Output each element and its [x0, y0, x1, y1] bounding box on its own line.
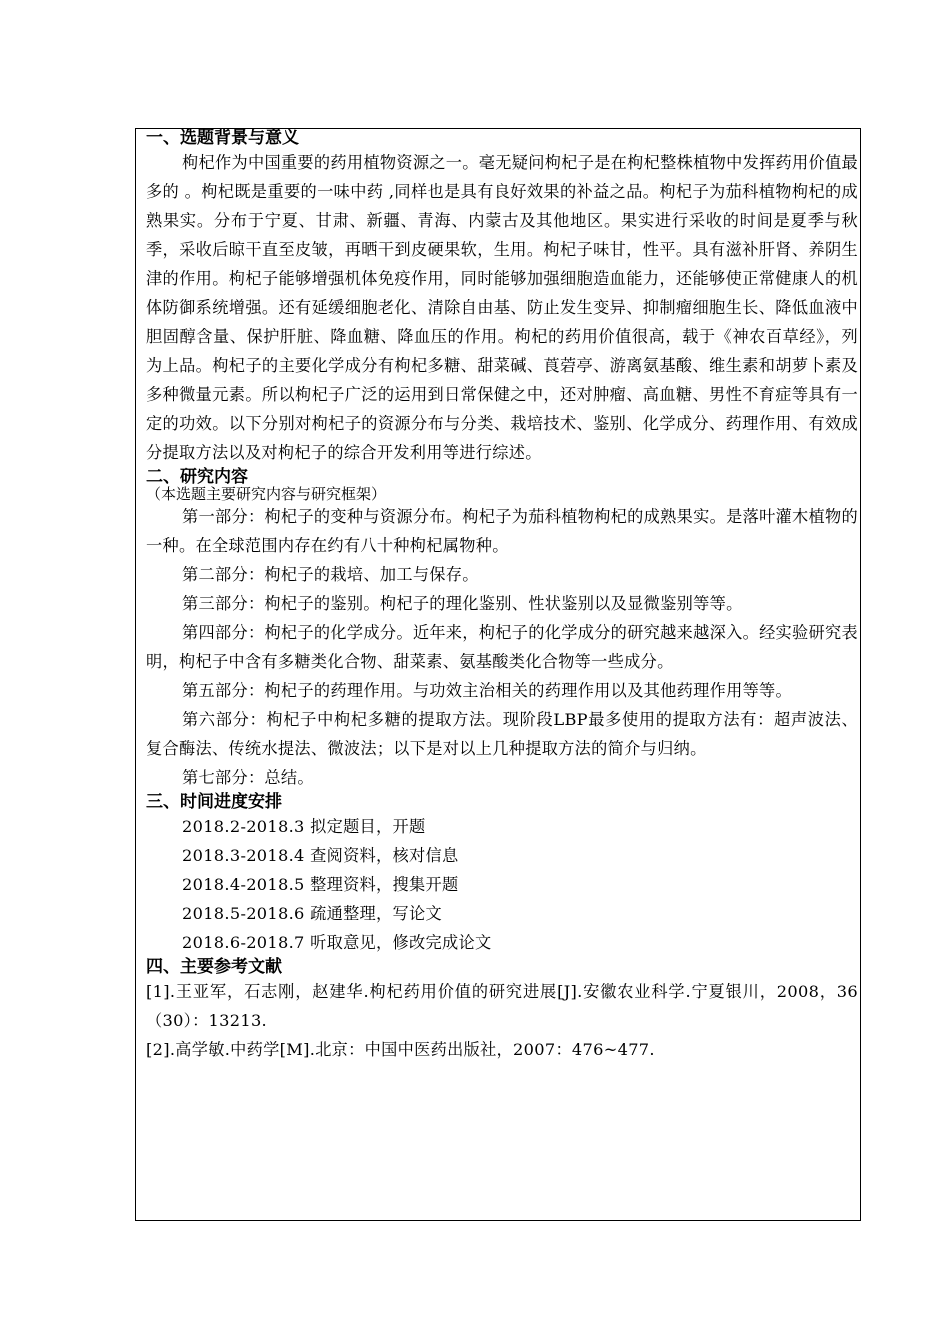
research-part-3: 第三部分：枸杞子的鉴别。枸杞子的理化鉴别、性状鉴别以及显微鉴别等等。: [182, 594, 743, 613]
section-heading-references: 四、主要参考文献: [146, 957, 282, 977]
schedule-item: 2018.2-2018.3 拟定题目，开题: [182, 817, 426, 836]
background-paragraph: 枸杞作为中国重要的药用植物资源之一。毫无疑问枸杞子是在枸杞整株植物中发挥药用价值最多的 。枸杞既是重要的一味中药 ,同样也是具有良好效果的补益之品。枸杞子为茄科植物枸杞的成熟果实。分布于宁夏、甘肃、新疆、青海、内蒙古及其他地区。果实进行采收的时间是夏季与秋季，采收后晾干直至皮皱，再晒干到皮硬果软，生用。枸杞子味甘，性平。具有滋补肝肾、养阴生津的作用。枸杞子能够增强机体免疫作用，同时能够加强细胞造血能力，还能够使正常健康人的机体防御系统增强。还有延缓细胞老化、清除自由基、防止发生变异、抑制瘤细胞生长、降低血液中胆固醇含量、保护肝脏、降血糖、降血压的作用。枸杞的药用价值很高，载于《神农百草经》，列为上品。枸杞子的主要化学成分有枸杞多糖、甜菜碱、莨菪亭、游离氨基酸、维生素和胡萝卜素及多种微量元素。所以枸杞子广泛的运用到日常保健之中，还对肿瘤、高血糖、男性不育症等具有一定的功效。以下分别对枸杞子的资源分布与分类、栽培技术、鉴别、化学成分、药理作用、有效成分提取方法以及对枸杞子的综合开发利用等进行综述。: [146, 153, 858, 462]
reference-item: [1].王亚军，石志刚，赵建华.枸杞药用价值的研究进展[J].安徽农业科学.宁夏银川，2008，36（30）：13213.: [146, 982, 858, 1030]
schedule-item: 2018.3-2018.4 查阅资料，核对信息: [182, 846, 459, 865]
schedule-item: 2018.4-2018.5 整理资料，搜集开题: [182, 875, 459, 894]
section-heading-schedule: 三、时间进度安排: [146, 792, 282, 812]
research-part-4: 第四部分：枸杞子的化学成分。近年来，枸杞子的化学成分的研究越来越深入。经实验研究表明，枸杞子中含有多糖类化合物、甜菜素、氨基酸类化合物等一些成分。: [146, 623, 858, 671]
research-part-6: 第六部分：枸杞子中枸杞多糖的提取方法。现阶段LBP最多使用的提取方法有：超声波法、复合酶法、传统水提法、微波法；以下是对以上几种提取方法的简介与归纳。: [146, 710, 858, 758]
research-part-5: 第五部分：枸杞子的药理作用。与功效主治相关的药理作用以及其他药理作用等等。: [182, 681, 793, 700]
section-heading-background: 一、选题背景与意义: [146, 128, 299, 148]
research-part-1: 第一部分：枸杞子的变种与资源分布。枸杞子为茄科植物枸杞的成熟果实。是落叶灌木植物的一种。在全球范围内存在约有八十种枸杞属物种。: [146, 507, 858, 555]
section-heading-research-content: 二、研究内容: [146, 467, 248, 487]
schedule-item: 2018.6-2018.7 听取意见，修改完成论文: [182, 933, 492, 952]
research-content-note: （本选题主要研究内容与研究框架）: [146, 485, 387, 503]
schedule-item: 2018.5-2018.6 疏通整理，写论文: [182, 904, 442, 923]
reference-item: [2].高学敏.中药学[M].北京：中国中医药出版社，2007：476~477.: [146, 1040, 655, 1059]
research-part-7: 第七部分：总结。: [182, 768, 314, 787]
document-body: [146, 128, 858, 1064]
research-part-2: 第二部分：枸杞子的栽培、加工与保存。: [182, 565, 479, 584]
